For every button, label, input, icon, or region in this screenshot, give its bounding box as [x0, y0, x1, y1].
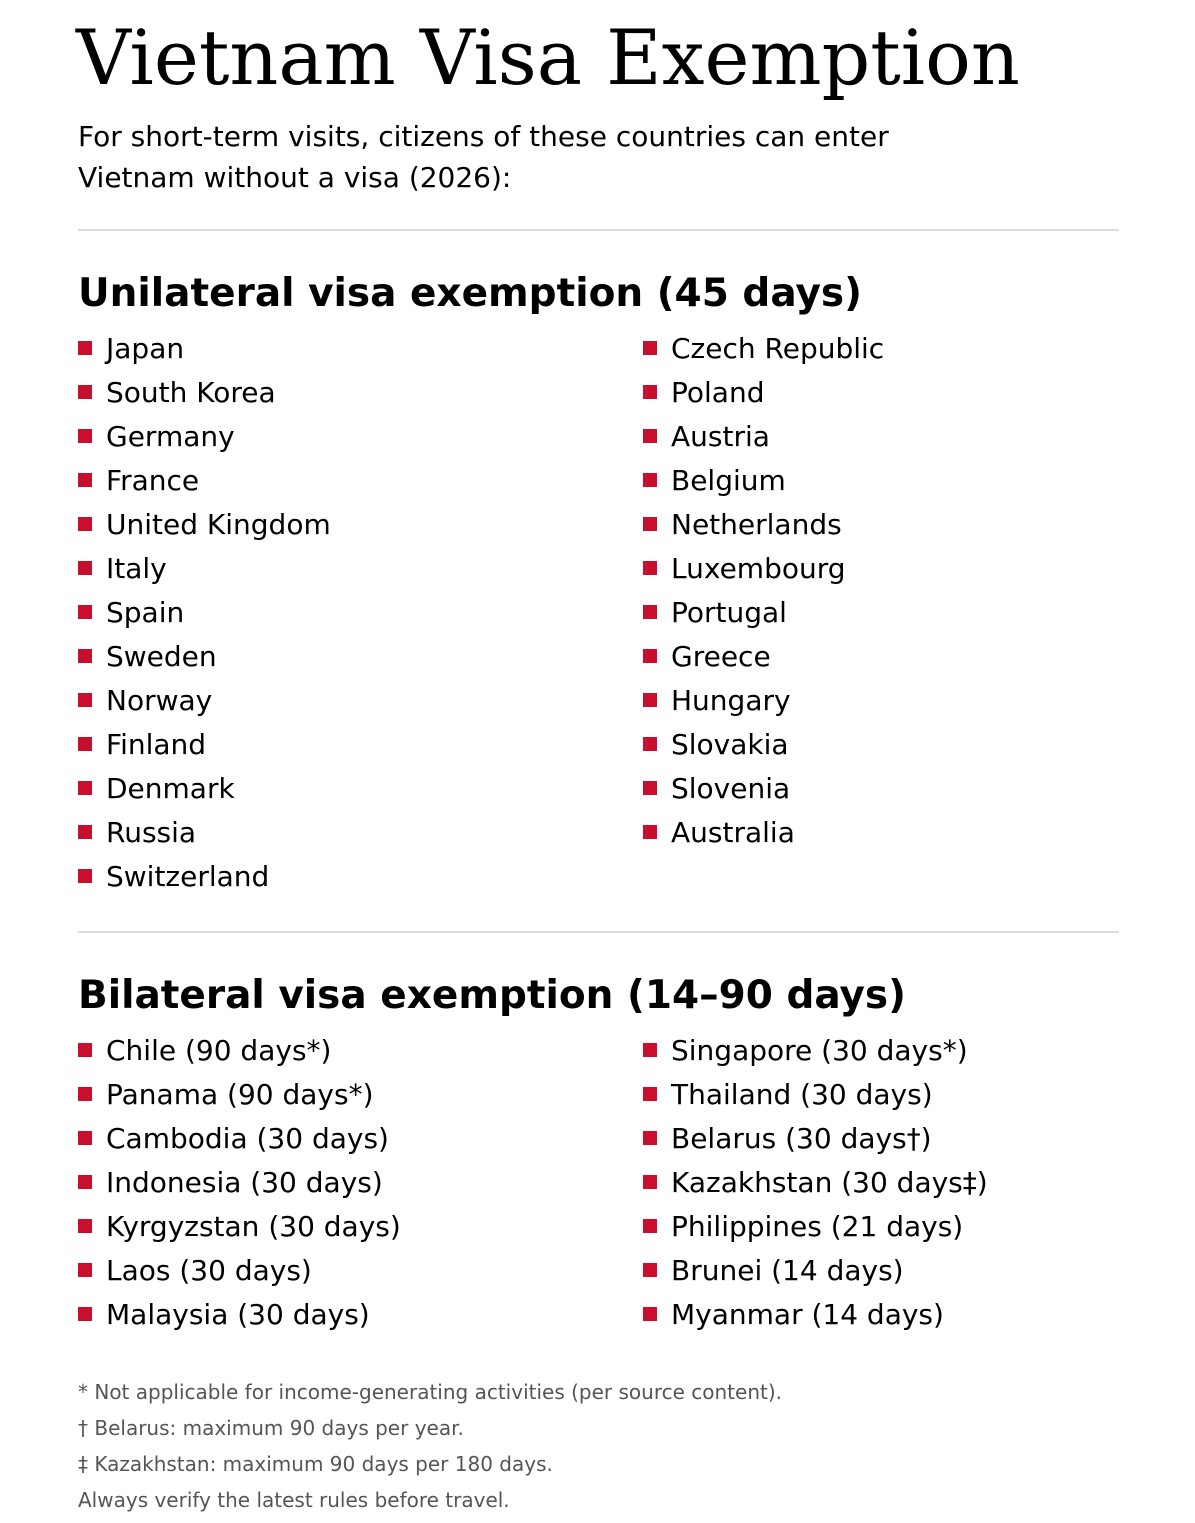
country-label: Greece: [671, 639, 771, 673]
list-item: [78, 1248, 401, 1292]
square-bullet-icon: [78, 649, 92, 663]
square-bullet-icon: [643, 341, 657, 355]
square-bullet-icon: [78, 605, 92, 619]
square-bullet-icon: [78, 1087, 92, 1101]
country-label: Singapore (30 days*): [671, 1033, 968, 1067]
country-label: Denmark: [106, 771, 235, 805]
square-bullet-icon: [78, 1263, 92, 1277]
country-label: Japan: [106, 331, 185, 365]
country-label: Czech Republic: [671, 331, 885, 365]
country-label: Belgium: [671, 463, 786, 497]
country-label: Kazakhstan (30 days‡): [671, 1165, 988, 1199]
square-bullet-icon: [78, 825, 92, 839]
footnote: Always verify the latest rules before travel.: [78, 1488, 510, 1512]
page-subtitle: For short-term visits, citizens of these countries can enter Vietnam without a visa (2026):: [78, 120, 889, 194]
country-label: Cambodia (30 days): [106, 1121, 389, 1155]
list-item: [78, 1160, 401, 1204]
list-item: [78, 370, 331, 414]
country-label: Panama (90 days*): [106, 1077, 374, 1111]
list-item: [643, 1292, 988, 1336]
list-item: [643, 1160, 988, 1204]
square-bullet-icon: [643, 1307, 657, 1321]
square-bullet-icon: [78, 869, 92, 883]
country-label: Malaysia (30 days): [106, 1297, 370, 1331]
list-item: [643, 634, 884, 678]
list-item: [78, 1204, 401, 1248]
list-item: [643, 1248, 988, 1292]
list-item: [643, 722, 884, 766]
country-label: Australia: [671, 815, 795, 849]
square-bullet-icon: [643, 605, 657, 619]
square-bullet-icon: [643, 517, 657, 531]
list-item: [78, 854, 331, 898]
list-item: [78, 546, 331, 590]
list-item: [643, 1028, 988, 1072]
unilateral-heading: Unilateral visa exemption (45 days): [78, 271, 862, 316]
square-bullet-icon: [78, 693, 92, 707]
square-bullet-icon: [643, 693, 657, 707]
country-label: France: [106, 463, 200, 497]
country-label: Italy: [106, 551, 167, 585]
square-bullet-icon: [643, 649, 657, 663]
square-bullet-icon: [78, 341, 92, 355]
list-item: [78, 1292, 401, 1336]
country-label: Poland: [671, 375, 765, 409]
country-label: Thailand (30 days): [671, 1077, 933, 1111]
square-bullet-icon: [78, 517, 92, 531]
list-item: [643, 326, 884, 370]
square-bullet-icon: [78, 385, 92, 399]
list-item: [78, 502, 331, 546]
list-item: [643, 1204, 988, 1248]
square-bullet-icon: [643, 429, 657, 443]
square-bullet-icon: [643, 561, 657, 575]
square-bullet-icon: [643, 385, 657, 399]
country-label: Hungary: [671, 683, 791, 717]
country-label: Russia: [106, 815, 197, 849]
country-label: Sweden: [106, 639, 217, 673]
footnote: * Not applicable for income-generating activities (per source content).: [78, 1380, 783, 1404]
square-bullet-icon: [78, 473, 92, 487]
square-bullet-icon: [643, 1175, 657, 1189]
square-bullet-icon: [78, 737, 92, 751]
square-bullet-icon: [643, 1219, 657, 1233]
list-item: [78, 810, 331, 854]
country-label: Finland: [106, 727, 207, 761]
square-bullet-icon: [643, 825, 657, 839]
list-item: [643, 502, 884, 546]
square-bullet-icon: [643, 1087, 657, 1101]
country-label: Myanmar (14 days): [671, 1297, 944, 1331]
bilateral-list-right: [643, 1028, 988, 1336]
list-item: [643, 590, 884, 634]
square-bullet-icon: [78, 1175, 92, 1189]
square-bullet-icon: [78, 1043, 92, 1057]
square-bullet-icon: [78, 781, 92, 795]
unilateral-list-right: [643, 326, 884, 854]
list-item: [78, 1072, 401, 1116]
country-label: Philippines (21 days): [671, 1209, 964, 1243]
country-label: Kyrgyzstan (30 days): [106, 1209, 401, 1243]
list-item: [78, 458, 331, 502]
country-label: Germany: [106, 419, 235, 453]
square-bullet-icon: [78, 429, 92, 443]
country-label: Spain: [106, 595, 185, 629]
list-item: [643, 810, 884, 854]
square-bullet-icon: [78, 561, 92, 575]
country-label: South Korea: [106, 375, 276, 409]
square-bullet-icon: [643, 737, 657, 751]
square-bullet-icon: [643, 1263, 657, 1277]
country-label: Norway: [106, 683, 213, 717]
bilateral-list-left: [78, 1028, 401, 1336]
list-item: [78, 1116, 401, 1160]
square-bullet-icon: [643, 473, 657, 487]
list-item: [78, 634, 331, 678]
country-label: Netherlands: [671, 507, 842, 541]
country-label: Slovakia: [671, 727, 789, 761]
list-item: [643, 1072, 988, 1116]
country-label: Belarus (30 days†): [671, 1121, 932, 1155]
country-label: Switzerland: [106, 859, 270, 893]
footnote: † Belarus: maximum 90 days per year.: [78, 1416, 464, 1440]
country-label: Indonesia (30 days): [106, 1165, 383, 1199]
list-item: [78, 326, 331, 370]
footnotes: [78, 1374, 782, 1518]
list-item: [643, 678, 884, 722]
square-bullet-icon: [78, 1219, 92, 1233]
square-bullet-icon: [643, 1043, 657, 1057]
country-label: United Kingdom: [106, 507, 331, 541]
list-item: [643, 1116, 988, 1160]
square-bullet-icon: [78, 1131, 92, 1145]
list-item: [643, 766, 884, 810]
footnote: ‡ Kazakhstan: maximum 90 days per 180 days.: [78, 1452, 553, 1476]
country-label: Slovenia: [671, 771, 791, 805]
divider: [78, 931, 1119, 933]
country-label: Austria: [671, 419, 770, 453]
list-item: [643, 370, 884, 414]
country-label: Luxembourg: [671, 551, 846, 585]
country-label: Portugal: [671, 595, 787, 629]
square-bullet-icon: [643, 781, 657, 795]
list-item: [78, 766, 331, 810]
list-item: [643, 414, 884, 458]
bilateral-heading: Bilateral visa exemption (14–90 days): [78, 973, 906, 1018]
list-item: [78, 722, 331, 766]
country-label: Laos (30 days): [106, 1253, 312, 1287]
divider: [78, 229, 1119, 231]
list-item: [78, 678, 331, 722]
list-item: [78, 1028, 401, 1072]
country-label: Brunei (14 days): [671, 1253, 904, 1287]
list-item: [78, 414, 331, 458]
square-bullet-icon: [78, 1307, 92, 1321]
list-item: [643, 458, 884, 502]
country-label: Chile (90 days*): [106, 1033, 332, 1067]
page-title: Vietnam Visa Exemption: [76, 13, 1020, 102]
list-item: [78, 590, 331, 634]
list-item: [643, 546, 884, 590]
unilateral-list-left: [78, 326, 331, 898]
square-bullet-icon: [643, 1131, 657, 1145]
